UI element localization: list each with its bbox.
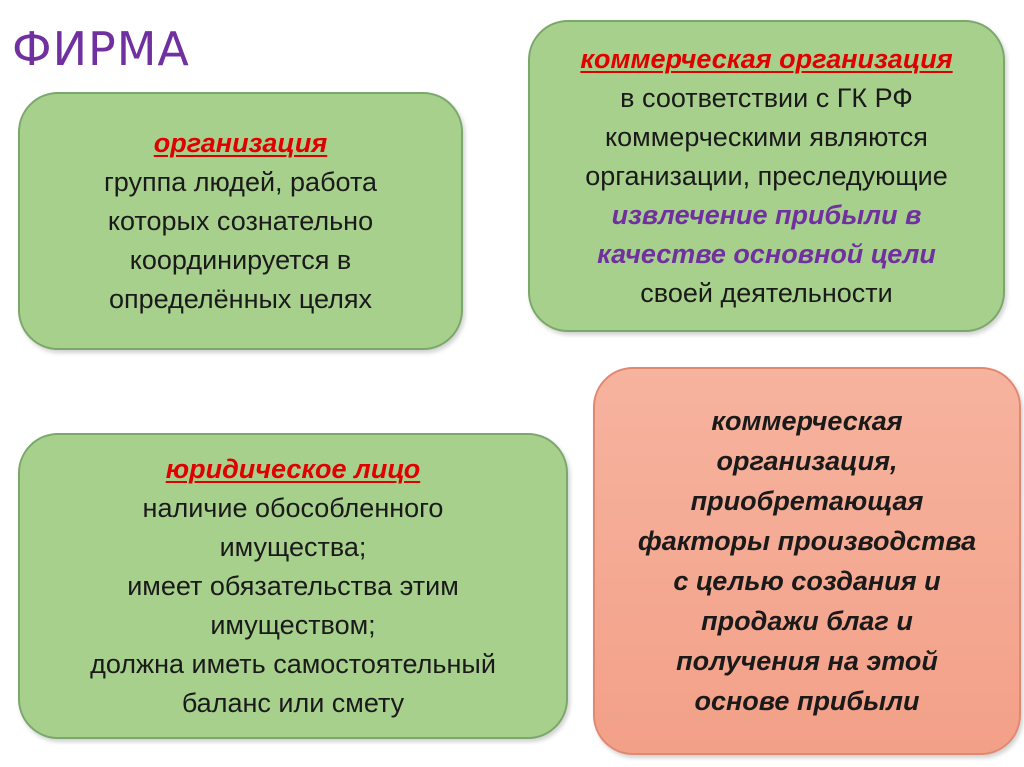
commercial-line: своей деятельности (640, 277, 893, 308)
commercial-line: коммерческими являются (605, 121, 928, 152)
legal-entity-line: наличие обособленного (142, 492, 444, 523)
organization-line: группа людей, работа (103, 166, 378, 197)
organization-line: определённых целях (108, 283, 373, 314)
legal-entity-term: юридическое лицо (165, 453, 421, 484)
firm-definition-line: приобретающая (690, 486, 924, 516)
organization-term: организация (153, 127, 328, 158)
commercial-organization-card (528, 20, 1005, 332)
firm-definition-line: получения на этой (676, 646, 938, 676)
firm-definition-line: коммерческая (711, 406, 903, 436)
commercial-line: в соответствии с ГК РФ (620, 82, 913, 113)
legal-entity-line: имуществом; (210, 609, 376, 640)
legal-entity-line: должна иметь самостоятельный (90, 648, 496, 679)
firm-definition-line: основе прибыли (694, 686, 920, 716)
slide-title: ФИРМА (12, 22, 190, 76)
commercial-emphasis: качестве основной цели (597, 238, 936, 269)
legal-entity-line: имущества; (219, 531, 367, 562)
organization-card (18, 92, 463, 350)
commercial-term: коммерческая организация (580, 43, 953, 74)
organization-line: координируется в (129, 244, 352, 275)
legal-entity-line: имеет обязательства этим (127, 570, 459, 601)
legal-entity-line: баланс или смету (181, 687, 405, 718)
legal-entity-card (18, 433, 568, 739)
firm-definition-line: продажи благ и (701, 606, 913, 636)
firm-definition-line: с целью создания и (673, 566, 941, 596)
firm-definition-line: факторы производства (637, 526, 977, 556)
firm-definition-card (593, 367, 1021, 755)
commercial-line: организации, преследующие (585, 160, 948, 191)
firm-definition-line: организация, (716, 446, 898, 476)
commercial-emphasis: извлечение прибыли в (611, 199, 922, 230)
organization-line: которых сознательно (107, 205, 374, 236)
